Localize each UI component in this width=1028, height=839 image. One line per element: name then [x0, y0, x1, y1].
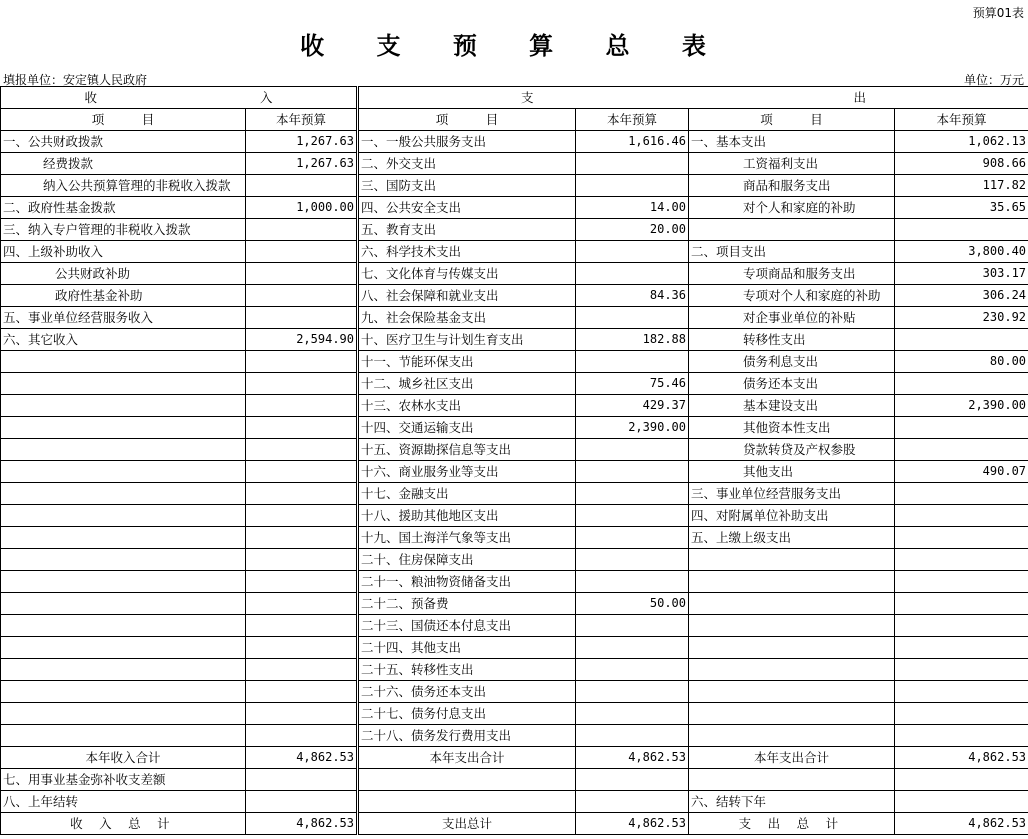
- economic-expense-item-cell: 其他资本性支出: [689, 417, 895, 439]
- economic-expense-budget-cell: 230.92: [895, 307, 1028, 329]
- economic-expense-item-cell: [689, 637, 895, 659]
- function-expense-budget-cell: [576, 637, 689, 659]
- income-budget-cell: [246, 307, 358, 329]
- economic-expense-budget-cell: 117.82: [895, 175, 1028, 197]
- income-budget-cell: [246, 219, 358, 241]
- economic-expense-item-cell: 基本建设支出: [689, 395, 895, 417]
- economic-expense-item-cell: [689, 219, 895, 241]
- economic-expense-item-cell: 六、结转下年: [689, 791, 895, 813]
- economic-expense-item-cell: [689, 703, 895, 725]
- col-header-econ-item: 项 目: [689, 109, 895, 131]
- income-budget-cell: [246, 395, 358, 417]
- income-item-cell: [1, 593, 246, 615]
- economic-expense-budget-cell: [895, 703, 1028, 725]
- income-item-cell: 本年收入合计: [1, 747, 246, 769]
- economic-expense-item-cell: [689, 549, 895, 571]
- table-row: [1, 593, 1028, 615]
- table-row: [1, 197, 1028, 219]
- function-expense-budget-cell: [576, 307, 689, 329]
- table-row: [1, 527, 1028, 549]
- economic-expense-budget-cell: 303.17: [895, 263, 1028, 285]
- economic-expense-budget-cell: [895, 483, 1028, 505]
- economic-expense-budget-cell: 4,862.53: [895, 747, 1028, 769]
- economic-expense-item-cell: 四、对附属单位补助支出: [689, 505, 895, 527]
- income-item-cell: [1, 725, 246, 747]
- function-expense-item-cell: 二十一、粮油物资储备支出: [358, 571, 576, 593]
- economic-expense-budget-cell: [895, 527, 1028, 549]
- income-budget-cell: [246, 263, 358, 285]
- table-row: [1, 615, 1028, 637]
- economic-expense-budget-cell: [895, 219, 1028, 241]
- currency-unit: 单位：万元: [963, 73, 1024, 87]
- col-header-func-item: 项 目: [358, 109, 576, 131]
- economic-expense-item-cell: 转移性支出: [689, 329, 895, 351]
- income-budget-cell: 1,267.63: [246, 153, 358, 175]
- table-row: [1, 285, 1028, 307]
- income-item-cell: 三、纳入专户管理的非税收入拨款: [1, 219, 246, 241]
- economic-expense-item-cell: [689, 659, 895, 681]
- function-expense-item-cell: [358, 791, 576, 813]
- income-budget-cell: [246, 791, 358, 813]
- income-item-cell: [1, 439, 246, 461]
- table-row: [1, 505, 1028, 527]
- table-row: [1, 703, 1028, 725]
- function-expense-item-cell: 四、公共安全支出: [358, 197, 576, 219]
- table-row: [1, 307, 1028, 329]
- income-budget-cell: [246, 703, 358, 725]
- function-expense-budget-cell: 429.37: [576, 395, 689, 417]
- economic-expense-budget-cell: [895, 571, 1028, 593]
- function-expense-budget-cell: 84.36: [576, 285, 689, 307]
- economic-expense-budget-cell: [895, 417, 1028, 439]
- income-item-cell: [1, 351, 246, 373]
- function-expense-item-cell: 十一、节能环保支出: [358, 351, 576, 373]
- income-budget-cell: [246, 285, 358, 307]
- income-budget-cell: [246, 593, 358, 615]
- function-expense-budget-cell: 50.00: [576, 593, 689, 615]
- function-expense-item-cell: 十五、资源勘探信息等支出: [358, 439, 576, 461]
- income-budget-cell: [246, 241, 358, 263]
- function-expense-budget-cell: 2,390.00: [576, 417, 689, 439]
- economic-expense-budget-cell: 908.66: [895, 153, 1028, 175]
- economic-expense-item-cell: 专项商品和服务支出: [689, 263, 895, 285]
- function-expense-item-cell: 二十二、预备费: [358, 593, 576, 615]
- page-title: 收 支 预 算 总 表: [300, 31, 728, 60]
- function-expense-budget-cell: 20.00: [576, 219, 689, 241]
- function-expense-budget-cell: [576, 527, 689, 549]
- economic-expense-item-cell: 债务还本支出: [689, 373, 895, 395]
- function-expense-item-cell: 七、文化体育与传媒支出: [358, 263, 576, 285]
- col-header-income-budget: 本年预算: [246, 109, 358, 131]
- function-expense-item-cell: 八、社会保障和就业支出: [358, 285, 576, 307]
- function-expense-budget-cell: [576, 483, 689, 505]
- function-expense-budget-cell: [576, 571, 689, 593]
- economic-expense-budget-cell: 306.24: [895, 285, 1028, 307]
- economic-expense-budget-cell: 2,390.00: [895, 395, 1028, 417]
- income-item-cell: 纳入公共预算管理的非税收入拨款: [1, 175, 246, 197]
- economic-expense-budget-cell: 35.65: [895, 197, 1028, 219]
- table-row: [1, 219, 1028, 241]
- income-item-cell: [1, 615, 246, 637]
- economic-expense-item-cell: 贷款转贷及产权参股: [689, 439, 895, 461]
- header-row-sections: [1, 87, 1028, 109]
- economic-expense-item-cell: 工资福利支出: [689, 153, 895, 175]
- expense-section-header: [358, 87, 1028, 109]
- table-row: [1, 263, 1028, 285]
- economic-expense-budget-cell: [895, 681, 1028, 703]
- table-row: [1, 439, 1028, 461]
- header-row-columns: [1, 109, 1028, 131]
- income-item-cell: [1, 571, 246, 593]
- function-expense-item-cell: 一、一般公共服务支出: [358, 131, 576, 153]
- income-item-cell: 四、上级补助收入: [1, 241, 246, 263]
- income-header-char1: 收: [84, 90, 97, 105]
- function-expense-item-cell: 六、科学技术支出: [358, 241, 576, 263]
- function-expense-budget-cell: [576, 461, 689, 483]
- income-budget-cell: [246, 659, 358, 681]
- economic-expense-item-cell: 对企事业单位的补贴: [689, 307, 895, 329]
- function-expense-item-cell: 三、国防支出: [358, 175, 576, 197]
- function-expense-budget-cell: [576, 439, 689, 461]
- table-row: [1, 351, 1028, 373]
- income-budget-cell: 1,267.63: [246, 131, 358, 153]
- function-expense-item-cell: 二十四、其他支出: [358, 637, 576, 659]
- function-expense-item-cell: 十、医疗卫生与计划生育支出: [358, 329, 576, 351]
- function-expense-budget-cell: [576, 351, 689, 373]
- income-budget-cell: 2,594.90: [246, 329, 358, 351]
- income-budget-cell: [246, 615, 358, 637]
- economic-expense-item-cell: 支 出 总 计: [689, 813, 895, 835]
- function-expense-budget-cell: [576, 725, 689, 747]
- function-expense-budget-cell: [576, 659, 689, 681]
- income-item-cell: [1, 703, 246, 725]
- income-section-header: [1, 87, 358, 109]
- income-budget-cell: [246, 571, 358, 593]
- income-item-cell: 二、政府性基金拨款: [1, 197, 246, 219]
- col-header-econ-budget: 本年预算: [895, 109, 1028, 131]
- table-row: [1, 329, 1028, 351]
- economic-expense-item-cell: 其他支出: [689, 461, 895, 483]
- economic-expense-budget-cell: [895, 725, 1028, 747]
- table-row: [1, 681, 1028, 703]
- expense-header-char2: 出: [853, 90, 867, 105]
- income-budget-cell: [246, 637, 358, 659]
- income-budget-cell: [246, 483, 358, 505]
- economic-expense-budget-cell: [895, 791, 1028, 813]
- economic-expense-item-cell: [689, 615, 895, 637]
- income-budget-cell: 1,000.00: [246, 197, 358, 219]
- income-budget-cell: [246, 769, 358, 791]
- economic-expense-item-cell: [689, 593, 895, 615]
- form-number: 预算01表: [972, 6, 1024, 20]
- economic-expense-budget-cell: [895, 593, 1028, 615]
- income-item-cell: [1, 659, 246, 681]
- income-budget-cell: [246, 527, 358, 549]
- economic-expense-budget-cell: 1,062.13: [895, 131, 1028, 153]
- income-item-cell: [1, 681, 246, 703]
- function-expense-budget-cell: [576, 549, 689, 571]
- income-item-cell: [1, 395, 246, 417]
- function-expense-budget-cell: [576, 769, 689, 791]
- income-budget-cell: [246, 439, 358, 461]
- function-expense-item-cell: 二十六、债务还本支出: [358, 681, 576, 703]
- function-expense-item-cell: 十八、援助其他地区支出: [358, 505, 576, 527]
- function-expense-item-cell: 十六、商业服务业等支出: [358, 461, 576, 483]
- table-row: [1, 637, 1028, 659]
- function-expense-budget-cell: [576, 681, 689, 703]
- economic-expense-budget-cell: 4,862.53: [895, 813, 1028, 835]
- economic-expense-item-cell: 商品和服务支出: [689, 175, 895, 197]
- function-expense-item-cell: 二十八、债务发行费用支出: [358, 725, 576, 747]
- table-row: [1, 769, 1028, 791]
- economic-expense-budget-cell: [895, 505, 1028, 527]
- income-item-cell: [1, 417, 246, 439]
- function-expense-item-cell: 九、社会保险基金支出: [358, 307, 576, 329]
- income-item-cell: [1, 505, 246, 527]
- function-expense-item-cell: 二十三、国债还本付息支出: [358, 615, 576, 637]
- col-header-income-item: 项 目: [1, 109, 246, 131]
- function-expense-item-cell: 二十、住房保障支出: [358, 549, 576, 571]
- table-row: [1, 659, 1028, 681]
- function-expense-budget-cell: [576, 241, 689, 263]
- function-expense-item-cell: 十四、交通运输支出: [358, 417, 576, 439]
- economic-expense-item-cell: [689, 681, 895, 703]
- economic-expense-item-cell: 二、项目支出: [689, 241, 895, 263]
- income-item-cell: 收 入 总 计: [1, 813, 246, 835]
- budget-summary-table: [0, 86, 1028, 835]
- function-expense-item-cell: 支出总计: [358, 813, 576, 835]
- function-expense-budget-cell: 182.88: [576, 329, 689, 351]
- function-expense-budget-cell: 14.00: [576, 197, 689, 219]
- function-expense-budget-cell: 4,862.53: [576, 813, 689, 835]
- income-item-cell: [1, 373, 246, 395]
- income-budget-cell: [246, 461, 358, 483]
- table-row: [1, 461, 1028, 483]
- income-item-cell: 政府性基金补助: [1, 285, 246, 307]
- table-row: [1, 483, 1028, 505]
- function-expense-budget-cell: [576, 791, 689, 813]
- table-row: [1, 747, 1028, 769]
- function-expense-item-cell: 本年支出合计: [358, 747, 576, 769]
- function-expense-item-cell: 二十五、转移性支出: [358, 659, 576, 681]
- economic-expense-item-cell: 一、基本支出: [689, 131, 895, 153]
- income-item-cell: [1, 549, 246, 571]
- income-item-cell: 一、公共财政拨款: [1, 131, 246, 153]
- income-item-cell: [1, 461, 246, 483]
- economic-expense-item-cell: 本年支出合计: [689, 747, 895, 769]
- function-expense-budget-cell: [576, 153, 689, 175]
- economic-expense-budget-cell: 490.07: [895, 461, 1028, 483]
- economic-expense-budget-cell: [895, 373, 1028, 395]
- function-expense-item-cell: 五、教育支出: [358, 219, 576, 241]
- table-row: [1, 813, 1028, 835]
- income-item-cell: 八、上年结转: [1, 791, 246, 813]
- income-budget-cell: [246, 351, 358, 373]
- table-row: [1, 373, 1028, 395]
- function-expense-budget-cell: [576, 615, 689, 637]
- function-expense-item-cell: 二、外交支出: [358, 153, 576, 175]
- economic-expense-item-cell: 对个人和家庭的补助: [689, 197, 895, 219]
- economic-expense-budget-cell: [895, 769, 1028, 791]
- function-expense-budget-cell: 75.46: [576, 373, 689, 395]
- income-budget-cell: 4,862.53: [246, 813, 358, 835]
- economic-expense-item-cell: [689, 725, 895, 747]
- function-expense-budget-cell: [576, 175, 689, 197]
- table-row: [1, 571, 1028, 593]
- function-expense-budget-cell: [576, 703, 689, 725]
- function-expense-item-cell: 十三、农林水支出: [358, 395, 576, 417]
- table-row: [1, 153, 1028, 175]
- income-item-cell: 六、其它收入: [1, 329, 246, 351]
- function-expense-item-cell: 二十七、债务付息支出: [358, 703, 576, 725]
- income-budget-cell: 4,862.53: [246, 747, 358, 769]
- reporting-unit: 填报单位：安定镇人民政府: [3, 73, 148, 87]
- table-row: [1, 417, 1028, 439]
- income-budget-cell: [246, 725, 358, 747]
- function-expense-item-cell: 十七、金融支出: [358, 483, 576, 505]
- income-item-cell: 五、事业单位经营服务收入: [1, 307, 246, 329]
- table-row: [1, 549, 1028, 571]
- economic-expense-item-cell: [689, 769, 895, 791]
- economic-expense-budget-cell: 3,800.40: [895, 241, 1028, 263]
- income-budget-cell: [246, 505, 358, 527]
- economic-expense-budget-cell: [895, 439, 1028, 461]
- income-budget-cell: [246, 549, 358, 571]
- economic-expense-item-cell: 债务利息支出: [689, 351, 895, 373]
- income-item-cell: 七、用事业基金弥补收支差额: [1, 769, 246, 791]
- income-item-cell: [1, 483, 246, 505]
- table-row: [1, 395, 1028, 417]
- economic-expense-item-cell: 专项对个人和家庭的补助: [689, 285, 895, 307]
- table-row: [1, 725, 1028, 747]
- economic-expense-budget-cell: 80.00: [895, 351, 1028, 373]
- income-header-char2: 入: [259, 90, 273, 105]
- economic-expense-budget-cell: [895, 549, 1028, 571]
- economic-expense-budget-cell: [895, 659, 1028, 681]
- table-row: [1, 175, 1028, 197]
- income-budget-cell: [246, 373, 358, 395]
- table-row: [1, 131, 1028, 153]
- income-item-cell: [1, 527, 246, 549]
- function-expense-budget-cell: 4,862.53: [576, 747, 689, 769]
- function-expense-budget-cell: [576, 505, 689, 527]
- economic-expense-item-cell: 三、事业单位经营服务支出: [689, 483, 895, 505]
- economic-expense-budget-cell: [895, 615, 1028, 637]
- economic-expense-item-cell: 五、上缴上级支出: [689, 527, 895, 549]
- expense-header-char1: 支: [521, 90, 534, 105]
- function-expense-item-cell: [358, 769, 576, 791]
- function-expense-budget-cell: [576, 263, 689, 285]
- col-header-func-budget: 本年预算: [576, 109, 689, 131]
- function-expense-budget-cell: 1,616.46: [576, 131, 689, 153]
- income-budget-cell: [246, 417, 358, 439]
- economic-expense-budget-cell: [895, 637, 1028, 659]
- income-item-cell: 经费拨款: [1, 153, 246, 175]
- income-item-cell: [1, 637, 246, 659]
- function-expense-item-cell: 十九、国土海洋气象等支出: [358, 527, 576, 549]
- economic-expense-item-cell: [689, 571, 895, 593]
- function-expense-item-cell: 十二、城乡社区支出: [358, 373, 576, 395]
- table-row: [1, 791, 1028, 813]
- economic-expense-budget-cell: [895, 329, 1028, 351]
- income-budget-cell: [246, 175, 358, 197]
- income-budget-cell: [246, 681, 358, 703]
- income-item-cell: 公共财政补助: [1, 263, 246, 285]
- table-row: [1, 241, 1028, 263]
